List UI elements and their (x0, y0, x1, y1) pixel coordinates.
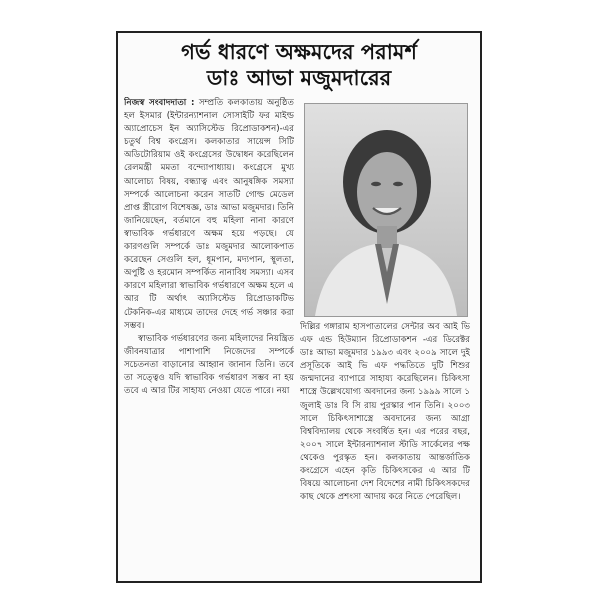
headline-line-1: গর্ভ ধারণে অক্ষমদের পরামর্শ (181, 40, 417, 64)
article-paragraph: স্বাভাবিক গর্ভধারণের জন্য মহিলাদের নিয়ন্ত্রিত জীবনযাত্রার পাশাপাশি নিজেদের সম্পর্কে সচেতনতা বাড়ানোর আহ্বান জানান তিনি। তবে তা সত্ত্বেও যদি স্বাভাবিক গর্ভধারণ সম্ভব না হয় তবে এ আর টির সাহায্য নেওয়া যেতে পারে। নয়া (124, 333, 294, 397)
article-column-right (300, 321, 470, 577)
headline (118, 39, 480, 91)
article-paragraph: দিল্লির গঙ্গারাম হাসপাতালের সেন্টার অব আই ভি এফ এন্ড হিউম্যান রিপ্রোডাকশন -এর ডিরেক্টর ডাঃ আভা মজুমদার ১৯৯৩ এবং ২০০৯ সালে দুই প্রসূতিকে আই ভি এফ পদ্ধতিতে দুটি শিশুর জন্মদানের ব্যাপারে সাহায্য করেছিলেন। চিকিৎসা শাস্ত্রে উল্লেখযোগ্য অবদানের জন্য ১৯৯৯ সালে ১ জুলাই ডাঃ বি সি রায় পুরস্কার পান তিনি। ২০০৩ সালে চিকিৎসাশাস্ত্রে অবদানের জন্য আগ্রা বিশ্ববিদ্যালয় থেকে সংবর্ধিত হন। এর পরের বছর, ২০০৭ সালে ইন্টারন্যাশনাল স্টাডি সার্কেলের পক্ষ থেকেও পুরস্কৃত হন। কলকাতায় আন্তর্জাতিক কংগ্রেসে এহেন কৃতি চিকিৎসকের এ আর টি বিষয়ে আলোচনা দেশ বিদেশের নামী চিকিৎসকদের কাছ থেকে প্রশংসা আদায় করে নিতে পেরেছিল। (300, 322, 470, 503)
portrait-photo (304, 103, 468, 317)
byline: নিজস্ব সংবাদদাতা : (124, 98, 195, 108)
newspaper-clipping (116, 31, 482, 583)
headline-line-2: ডাঃ আভা মজুমদারের (206, 66, 392, 90)
article-column-left (124, 97, 294, 577)
article-paragraph (124, 97, 294, 333)
portrait-image (305, 104, 467, 316)
paragraph-text: সম্প্রতি কলকাতায় অনুষ্ঠিত হল ইসমার (ইন্টারন্যাশনাল সোসাইটি ফর মাইল্ড অ্যাপ্রোচেস ইন অ্যাসিস্টেড রিপ্রোডাকশন)-এর চতুর্থ বিশ্ব কংগ্রেস। কলকাতার সায়েন্স সিটি অডিটোরিয়াম ওই কংগ্রেসের উদ্বোধন করেছিলেন রেলমন্ত্রী মমতা বন্দ্যোপাধ্যায়। কংগ্রেসে মুখ্য আলোচ্য বিষয়, বন্ধ্যাত্ব এবং আনুষঙ্গিক সমস্যা সম্পর্কে আলোচনা করেন সাতটি গোল্ড মেডেল প্রাপ্ত স্ত্রীরোগ বিশেষজ্ঞ, ডাঃ আভা মজুমদার। তিনি জানিয়েছেন, বর্তমানে বহু মহিলা নানা কারণে স্বাভাবিক গর্ভধারণে অক্ষম হয়ে পড়ছে। যে কারণগুলি সম্পর্কে ডাঃ মজুমদার আলোকপাত করেছেন সেগুলি হল, ধূমপান, মদ্যপান, স্থূলতা, অপুষ্টি ও হরমোন সম্পর্কিত নানাবিধ সমস্যা। এসব কারণে মহিলারা স্বাভাবিক গর্ভধারণে অক্ষম হলে এ আর টি অর্থাৎ অ্যাসিস্টেড রিপ্রোডাকটিভ টেকনিক-এর মাধ্যমে তাদের দেহে গর্ভ সঞ্চার করা সম্ভব। (124, 98, 294, 331)
